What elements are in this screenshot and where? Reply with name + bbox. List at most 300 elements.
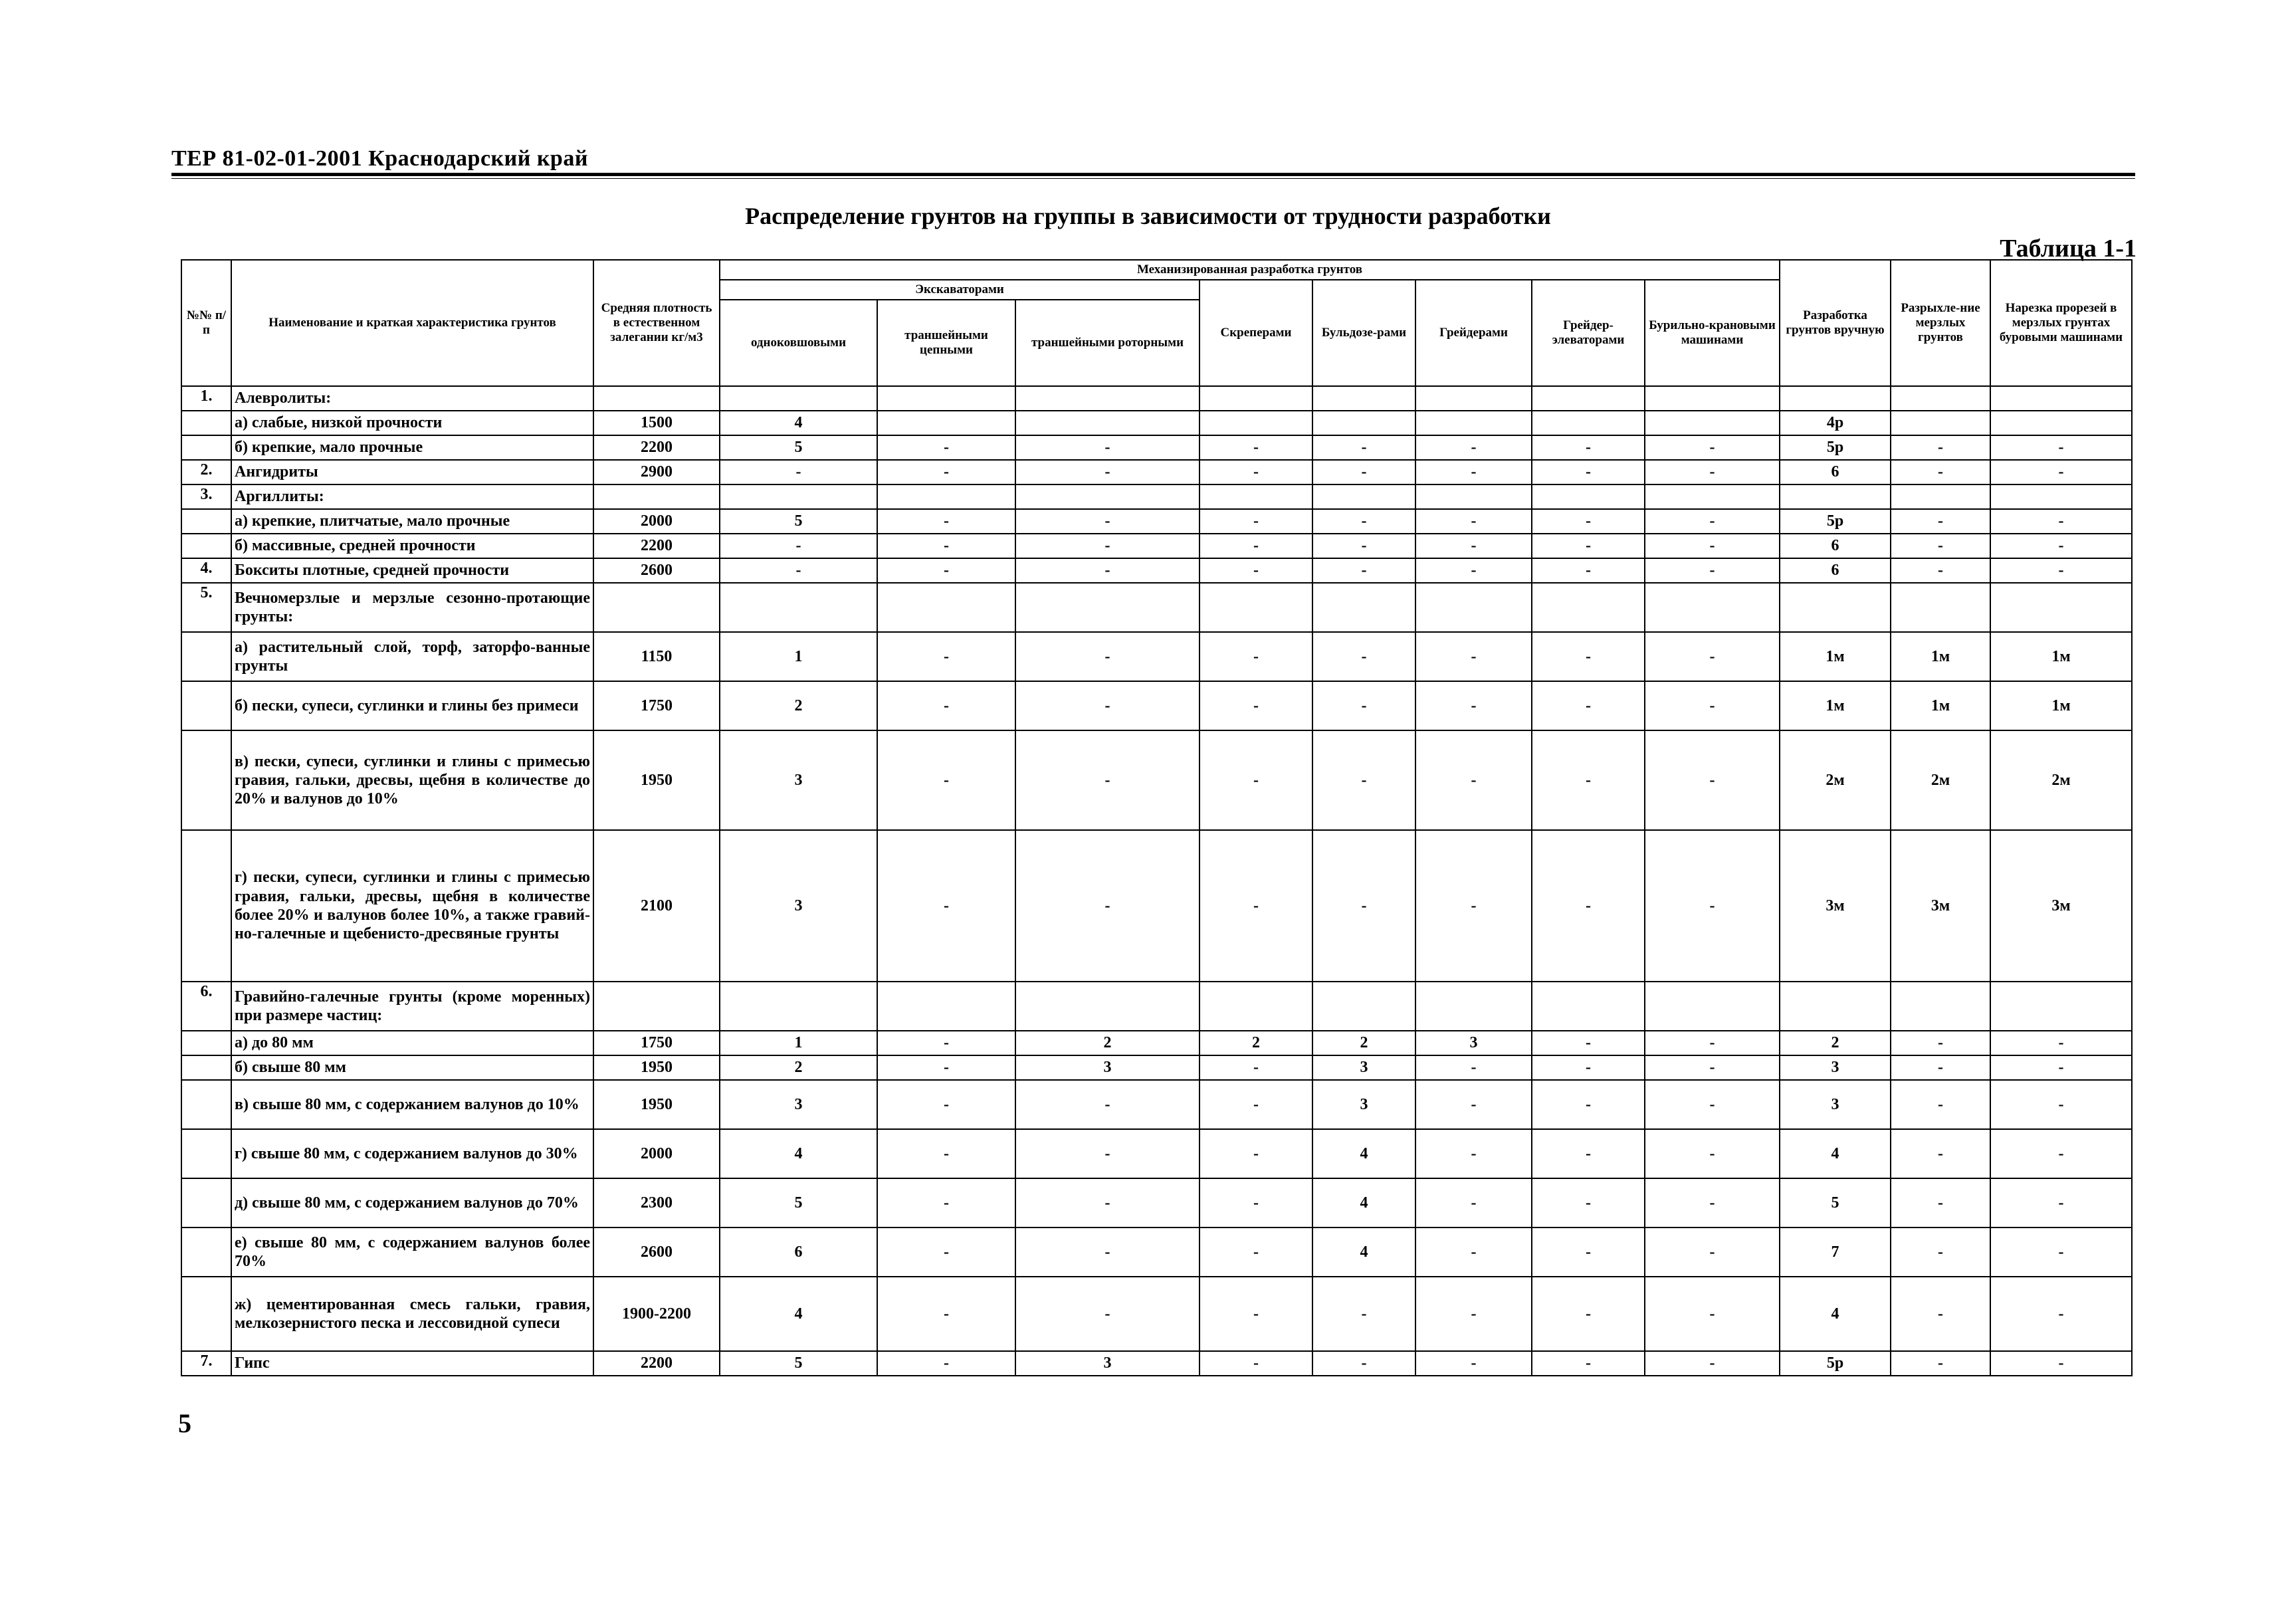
group-cell: -: [1645, 1080, 1780, 1129]
group-cell: -: [1200, 1277, 1312, 1351]
group-cell: 3: [1015, 1055, 1200, 1080]
group-cell: -: [1200, 632, 1312, 681]
col-header-grader-elevators: Грейдер-элеваторами: [1532, 280, 1645, 386]
group-cell: [1645, 484, 1780, 509]
col-header-manual: Разработка грунтов вручную: [1780, 260, 1891, 386]
group-cell: -: [1200, 1055, 1312, 1080]
table-row: [181, 386, 2132, 411]
group-cell: -: [1200, 830, 1312, 982]
table-row: [181, 1178, 2132, 1227]
col-header-trench-chain: траншейными цепными: [877, 300, 1015, 386]
group-cell: -: [1200, 460, 1312, 484]
group-cell: [1015, 583, 1200, 632]
row-number: [181, 411, 231, 435]
group-cell: [1312, 411, 1415, 435]
group-cell: 1150: [593, 632, 720, 681]
table-row: [181, 534, 2132, 558]
col-header-frozen-loosening: Разрыхле-ние мерзлых грунтов: [1891, 260, 1990, 386]
document-header: ТЕР 81-02-01-2001 Краснодарский край: [171, 146, 588, 171]
group-cell: [1015, 411, 1200, 435]
group-cell: [720, 982, 877, 1031]
group-cell: [877, 982, 1015, 1031]
group-cell: -: [1200, 1227, 1312, 1277]
group-cell: -: [1312, 830, 1415, 982]
table-row: [181, 1080, 2132, 1129]
group-cell: 3м: [1780, 830, 1891, 982]
group-cell: [1312, 386, 1415, 411]
group-cell: 4: [720, 1277, 877, 1351]
group-cell: [1645, 411, 1780, 435]
group-cell: 2200: [593, 435, 720, 460]
group-cell: 3м: [1891, 830, 1990, 982]
table-row: [181, 583, 2132, 632]
group-cell: -: [1891, 1178, 1990, 1227]
group-cell: [877, 484, 1015, 509]
group-cell: 2000: [593, 1129, 720, 1178]
group-cell: [720, 386, 877, 411]
group-cell: -: [1415, 558, 1532, 583]
soil-name: а) крепкие, плитчатые, мало прочные: [231, 509, 593, 534]
group-cell: -: [1645, 1277, 1780, 1351]
group-cell: -: [1891, 558, 1990, 583]
group-cell: 2200: [593, 534, 720, 558]
group-cell: 4р: [1780, 411, 1891, 435]
group-cell: -: [1015, 509, 1200, 534]
group-cell: [1990, 583, 2132, 632]
row-number: [181, 1277, 231, 1351]
group-cell: -: [1015, 1080, 1200, 1129]
group-cell: 5: [720, 435, 877, 460]
group-cell: -: [1990, 1178, 2132, 1227]
group-cell: -: [1415, 632, 1532, 681]
col-header-scrapers: Скреперами: [1200, 280, 1312, 386]
group-cell: [720, 484, 877, 509]
group-cell: -: [1415, 1178, 1532, 1227]
group-cell: [1015, 982, 1200, 1031]
group-cell: [720, 583, 877, 632]
group-cell: -: [1200, 435, 1312, 460]
group-cell: [1891, 386, 1990, 411]
group-cell: [1891, 982, 1990, 1031]
group-cell: -: [1990, 1351, 2132, 1376]
group-cell: 2600: [593, 558, 720, 583]
group-cell: [1200, 411, 1312, 435]
row-number: [181, 681, 231, 730]
col-header-single-bucket: одноковшовыми: [720, 300, 877, 386]
soil-name: ж) цементированная смесь гальки, гравия, мелкозернистого песка и лессовидной супеси: [231, 1277, 593, 1351]
group-cell: -: [877, 1227, 1015, 1277]
group-cell: [593, 982, 720, 1031]
col-header-density: Средняя плотность в естественном залегании кг/м3: [593, 260, 720, 386]
col-header-num: №№ п/п: [181, 260, 231, 386]
group-cell: -: [1415, 681, 1532, 730]
group-cell: -: [1015, 830, 1200, 982]
group-cell: -: [1645, 681, 1780, 730]
group-cell: 2: [720, 1055, 877, 1080]
group-cell: 4: [1312, 1129, 1415, 1178]
group-cell: [1532, 982, 1645, 1031]
soil-name: б) свыше 80 мм: [231, 1055, 593, 1080]
soil-name: Гипс: [231, 1351, 593, 1376]
table-body: [181, 386, 2132, 1376]
group-cell: -: [1200, 509, 1312, 534]
group-cell: -: [1415, 1129, 1532, 1178]
table-row: [181, 1055, 2132, 1080]
col-header-trench-rotor: траншейными роторными: [1015, 300, 1200, 386]
group-cell: -: [1532, 681, 1645, 730]
group-cell: -: [1200, 1178, 1312, 1227]
table-row: [181, 632, 2132, 681]
group-cell: 3: [720, 730, 877, 830]
group-cell: -: [1015, 681, 1200, 730]
group-cell: -: [877, 1178, 1015, 1227]
col-header-drill-crane: Бурильно-крановыми машинами: [1645, 280, 1780, 386]
group-cell: 1950: [593, 1055, 720, 1080]
group-cell: [593, 386, 720, 411]
group-cell: -: [1645, 534, 1780, 558]
group-cell: [877, 411, 1015, 435]
group-cell: -: [1891, 1055, 1990, 1080]
group-cell: -: [1415, 730, 1532, 830]
group-cell: -: [1532, 830, 1645, 982]
group-cell: -: [1990, 558, 2132, 583]
group-cell: -: [877, 558, 1015, 583]
group-cell: -: [1532, 509, 1645, 534]
group-cell: 7: [1780, 1227, 1891, 1277]
group-cell: -: [1415, 460, 1532, 484]
group-cell: -: [1532, 1129, 1645, 1178]
group-cell: 1750: [593, 681, 720, 730]
group-cell: -: [1645, 1055, 1780, 1080]
group-cell: -: [1312, 1277, 1415, 1351]
row-number: 4.: [181, 558, 231, 583]
group-cell: 1: [720, 632, 877, 681]
row-number: [181, 1031, 231, 1055]
soil-name: е) свыше 80 мм, с содержанием валунов более 70%: [231, 1227, 593, 1277]
group-cell: 5р: [1780, 435, 1891, 460]
group-cell: -: [1415, 830, 1532, 982]
group-cell: [1532, 583, 1645, 632]
group-cell: -: [1415, 509, 1532, 534]
header-rule: [171, 173, 2135, 179]
group-cell: [1532, 386, 1645, 411]
group-cell: 1950: [593, 730, 720, 830]
group-cell: -: [1200, 1351, 1312, 1376]
group-cell: -: [877, 730, 1015, 830]
group-cell: 2: [1312, 1031, 1415, 1055]
group-cell: -: [1415, 1080, 1532, 1129]
row-number: [181, 1129, 231, 1178]
group-cell: -: [1312, 1351, 1415, 1376]
group-cell: -: [1312, 681, 1415, 730]
group-cell: [1415, 982, 1532, 1031]
col-header-mechanized: Механизированная разработка грунтов: [720, 260, 1780, 280]
group-cell: -: [1200, 558, 1312, 583]
group-cell: -: [1015, 460, 1200, 484]
soil-name: в) пески, супеси, суглинки и глины с примесью гравия, гальки, дресвы, щебня в количестве до 20% и валунов до 10%: [231, 730, 593, 830]
group-cell: [1645, 583, 1780, 632]
table-row: [181, 484, 2132, 509]
group-cell: -: [1200, 1129, 1312, 1178]
soil-name: Вечномерзлые и мерзлые сезонно-протающие грунты:: [231, 583, 593, 632]
soil-name: в) свыше 80 мм, с содержанием валунов до 10%: [231, 1080, 593, 1129]
group-cell: -: [1532, 460, 1645, 484]
soil-name: а) до 80 мм: [231, 1031, 593, 1055]
row-number: [181, 1227, 231, 1277]
group-cell: -: [1891, 509, 1990, 534]
group-cell: -: [1532, 632, 1645, 681]
row-number: [181, 509, 231, 534]
soil-name: Бокситы плотные, средней прочности: [231, 558, 593, 583]
group-cell: 2: [1200, 1031, 1312, 1055]
soil-name: а) растительный слой, торф, заторфо-ванные грунты: [231, 632, 593, 681]
group-cell: 1950: [593, 1080, 720, 1129]
soil-name: г) пески, супеси, суглинки и глины с примесью гравия, гальки, дресвы, щебня в количестве более 20% и валунов более 10%, а также гравий-но-галечные и щебенисто-дресвяные грунты: [231, 830, 593, 982]
group-cell: 2200: [593, 1351, 720, 1376]
group-cell: -: [1645, 1178, 1780, 1227]
group-cell: 1м: [1891, 681, 1990, 730]
table-row: [181, 435, 2132, 460]
group-cell: -: [1645, 460, 1780, 484]
table-number: Таблица 1-1: [2000, 235, 2137, 263]
group-cell: 1: [720, 1031, 877, 1055]
table-row: [181, 730, 2132, 830]
group-cell: -: [1645, 558, 1780, 583]
group-cell: -: [1015, 435, 1200, 460]
group-cell: -: [877, 1080, 1015, 1129]
table-row: [181, 1129, 2132, 1178]
group-cell: -: [1200, 534, 1312, 558]
group-cell: [1532, 411, 1645, 435]
group-cell: 5: [720, 1178, 877, 1227]
group-cell: -: [1891, 1129, 1990, 1178]
group-cell: 2300: [593, 1178, 720, 1227]
group-cell: 3: [720, 830, 877, 982]
group-cell: -: [1532, 1351, 1645, 1376]
group-cell: -: [1532, 534, 1645, 558]
group-cell: -: [1891, 1351, 1990, 1376]
table-row: [181, 460, 2132, 484]
group-cell: -: [1645, 830, 1780, 982]
row-number: 2.: [181, 460, 231, 484]
table-row: [181, 681, 2132, 730]
group-cell: -: [1990, 1227, 2132, 1277]
group-cell: 2: [1780, 1031, 1891, 1055]
group-cell: -: [877, 830, 1015, 982]
group-cell: -: [1312, 534, 1415, 558]
group-cell: -: [1645, 1351, 1780, 1376]
group-cell: [877, 583, 1015, 632]
group-cell: -: [1532, 1277, 1645, 1351]
group-cell: 4: [1312, 1178, 1415, 1227]
col-header-graders: Грейдерами: [1415, 280, 1532, 386]
group-cell: [1780, 484, 1891, 509]
group-cell: -: [1645, 1031, 1780, 1055]
group-cell: -: [1312, 460, 1415, 484]
group-cell: 2м: [1891, 730, 1990, 830]
group-cell: -: [1645, 1227, 1780, 1277]
col-header-bulldozers: Бульдозе-рами: [1312, 280, 1415, 386]
group-cell: 6: [1780, 534, 1891, 558]
group-cell: -: [877, 509, 1015, 534]
group-cell: -: [1891, 1227, 1990, 1277]
group-cell: [1645, 386, 1780, 411]
table-row: [181, 411, 2132, 435]
soil-name: б) крепкие, мало прочные: [231, 435, 593, 460]
group-cell: 1м: [1780, 681, 1891, 730]
group-cell: 3м: [1990, 830, 2132, 982]
soil-name: а) слабые, низкой прочности: [231, 411, 593, 435]
group-cell: -: [1891, 1080, 1990, 1129]
group-cell: [1200, 386, 1312, 411]
group-cell: -: [1312, 730, 1415, 830]
group-cell: -: [1015, 558, 1200, 583]
soil-name: д) свыше 80 мм, с содержанием валунов до 70%: [231, 1178, 593, 1227]
group-cell: [1990, 982, 2132, 1031]
group-cell: 1м: [1990, 681, 2132, 730]
soil-groups-table: [181, 259, 2133, 1376]
group-cell: -: [1015, 632, 1200, 681]
group-cell: -: [877, 1055, 1015, 1080]
group-cell: [1415, 484, 1532, 509]
group-cell: [593, 583, 720, 632]
group-cell: [1891, 411, 1990, 435]
group-cell: [1780, 386, 1891, 411]
group-cell: -: [1990, 1277, 2132, 1351]
group-cell: -: [720, 558, 877, 583]
group-cell: 6: [1780, 460, 1891, 484]
group-cell: -: [1415, 1055, 1532, 1080]
group-cell: -: [1532, 1031, 1645, 1055]
group-cell: -: [1015, 1277, 1200, 1351]
group-cell: 1500: [593, 411, 720, 435]
group-cell: -: [1200, 730, 1312, 830]
group-cell: -: [877, 681, 1015, 730]
group-cell: 5р: [1780, 509, 1891, 534]
group-cell: 6: [1780, 558, 1891, 583]
row-number: [181, 830, 231, 982]
group-cell: [1891, 583, 1990, 632]
group-cell: -: [1990, 534, 2132, 558]
group-cell: -: [1990, 1129, 2132, 1178]
group-cell: [1990, 386, 2132, 411]
group-cell: -: [1645, 730, 1780, 830]
group-cell: -: [1990, 1080, 2132, 1129]
group-cell: 1м: [1891, 632, 1990, 681]
group-cell: -: [1532, 435, 1645, 460]
group-cell: -: [1015, 534, 1200, 558]
row-number: [181, 730, 231, 830]
group-cell: -: [1532, 730, 1645, 830]
group-cell: -: [1312, 435, 1415, 460]
group-cell: [1891, 484, 1990, 509]
group-cell: -: [877, 1277, 1015, 1351]
group-cell: [1200, 982, 1312, 1031]
group-cell: -: [720, 460, 877, 484]
group-cell: 1м: [1780, 632, 1891, 681]
group-cell: -: [1312, 632, 1415, 681]
group-cell: -: [1891, 460, 1990, 484]
group-cell: -: [1312, 509, 1415, 534]
table-row: [181, 509, 2132, 534]
group-cell: 5: [1780, 1178, 1891, 1227]
soil-name: г) свыше 80 мм, с содержанием валунов до 30%: [231, 1129, 593, 1178]
table-row: [181, 1227, 2132, 1277]
group-cell: -: [877, 460, 1015, 484]
group-cell: [1990, 411, 2132, 435]
table-row: [181, 1277, 2132, 1351]
group-cell: 2м: [1780, 730, 1891, 830]
group-cell: 2100: [593, 830, 720, 982]
group-cell: 4: [1312, 1227, 1415, 1277]
row-number: [181, 1178, 231, 1227]
group-cell: 1м: [1990, 632, 2132, 681]
group-cell: 5р: [1780, 1351, 1891, 1376]
table-row: [181, 1351, 2132, 1376]
table-title: Распределение грунтов на группы в зависимости от трудности разработки: [745, 203, 1551, 229]
row-number: 7.: [181, 1351, 231, 1376]
group-cell: [1015, 484, 1200, 509]
group-cell: -: [1645, 632, 1780, 681]
group-cell: [1990, 484, 2132, 509]
group-cell: -: [1891, 435, 1990, 460]
group-cell: -: [1891, 1031, 1990, 1055]
group-cell: [1312, 484, 1415, 509]
group-cell: 5: [720, 509, 877, 534]
group-cell: [1200, 484, 1312, 509]
group-cell: -: [1415, 534, 1532, 558]
group-cell: -: [1532, 558, 1645, 583]
table-row: [181, 1031, 2132, 1055]
group-cell: -: [1645, 1129, 1780, 1178]
group-cell: 3: [1015, 1351, 1200, 1376]
row-number: [181, 534, 231, 558]
group-cell: [1645, 982, 1780, 1031]
group-cell: 2: [720, 681, 877, 730]
col-header-frozen-cutting: Нарезка прорезей в мерзлых грунтах буровыми машинами: [1990, 260, 2132, 386]
row-number: [181, 1080, 231, 1129]
group-cell: -: [1891, 1277, 1990, 1351]
col-header-name: Наименование и краткая характеристика грунтов: [231, 260, 593, 386]
group-cell: 1900-2200: [593, 1277, 720, 1351]
group-cell: [1415, 583, 1532, 632]
group-cell: -: [1532, 1080, 1645, 1129]
group-cell: -: [1415, 1351, 1532, 1376]
group-cell: [1415, 411, 1532, 435]
group-cell: -: [1532, 1227, 1645, 1277]
group-cell: -: [720, 534, 877, 558]
group-cell: -: [1990, 435, 2132, 460]
group-cell: -: [877, 534, 1015, 558]
row-number: [181, 632, 231, 681]
soil-name: Аргиллиты:: [231, 484, 593, 509]
row-number: 5.: [181, 583, 231, 632]
table-row: [181, 982, 2132, 1031]
group-cell: -: [1990, 1031, 2132, 1055]
group-cell: 4: [720, 411, 877, 435]
group-cell: [1312, 982, 1415, 1031]
group-cell: [1780, 982, 1891, 1031]
group-cell: -: [877, 1351, 1015, 1376]
row-number: 1.: [181, 386, 231, 411]
group-cell: [1015, 386, 1200, 411]
group-cell: [1415, 386, 1532, 411]
group-cell: -: [1415, 1227, 1532, 1277]
soil-name: б) массивные, средней прочности: [231, 534, 593, 558]
group-cell: -: [1200, 1080, 1312, 1129]
soil-name: Ангидриты: [231, 460, 593, 484]
group-cell: -: [1312, 558, 1415, 583]
